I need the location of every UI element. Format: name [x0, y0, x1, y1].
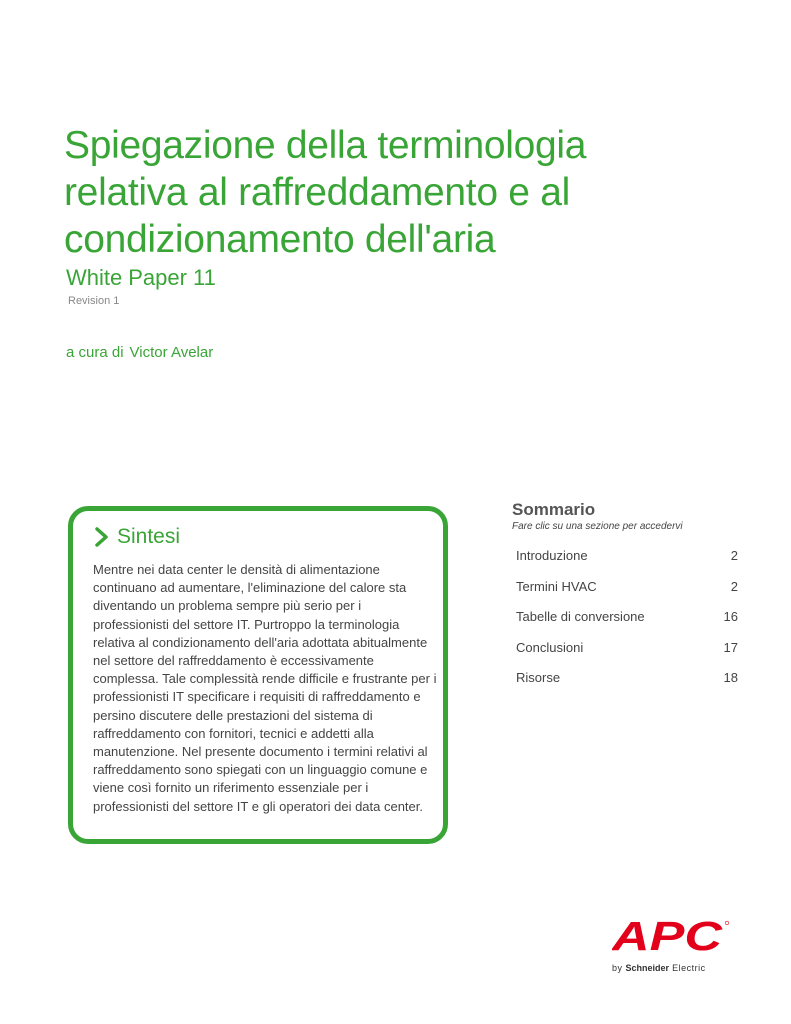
toc-list: [512, 548, 742, 701]
toc-title: Sommario: [512, 500, 596, 519]
summary-heading: [95, 525, 180, 549]
toc-item-page: 17: [723, 639, 738, 655]
paper-number: 11: [192, 265, 216, 290]
toc-item-termini-hvac[interactable]: [512, 579, 738, 610]
apc-logo: [612, 916, 730, 973]
executive-summary-box: [68, 506, 448, 844]
toc-item-label: Introduzione: [516, 548, 588, 563]
author-prefix: a cura di: [66, 344, 124, 361]
author-name: Victor Avelar: [129, 344, 214, 361]
toc-item-risorse[interactable]: [512, 670, 738, 701]
summary-heading-text: Sintesi: [117, 525, 181, 548]
table-of-contents: [512, 500, 742, 701]
toc-item-label: Termini HVAC: [516, 578, 597, 594]
schneider-byline: by Schneider Electric: [612, 963, 706, 973]
toc-item-page: 16: [723, 609, 738, 624]
toc-item-tabelle-di-conversione[interactable]: [512, 609, 738, 640]
toc-item-label: Risorse: [516, 670, 561, 685]
toc-item-page: 2: [730, 578, 738, 594]
revision-label: Revision 1: [68, 295, 120, 307]
toc-item-conclusioni[interactable]: [512, 640, 738, 671]
svg-text:APC: APC: [612, 916, 724, 952]
toc-item-page: 2: [730, 548, 738, 563]
white-paper-label: [66, 265, 222, 291]
document-title: Spiegazione della terminologia relativa al raffreddamento e al condizionamento dell'aria: [64, 124, 587, 262]
toc-item-label: Tabelle di conversione: [516, 609, 645, 624]
toc-item-page: 18: [723, 670, 738, 685]
summary-text: Mentre nei data center le densità di alimentazione continuano ad aumentare, l'eliminazione del calore sta diventando un problema sempre più serio per i professionisti del settore IT. Purtroppo la terminologia relativa al condizionamento dell'aria adottata abitualmente nel settore del raffreddamento è eccessivamente complessa. Tale complessità rende difficile e frustrante per i professionisti IT specificare i requisiti di raffreddamento e persino discutere delle prestazioni del sistema di raffreddamento con fornitori, tecnici e addetti alla manutenzione. Nel presente documento i termini relativi al raffreddamento sono spiegati con un linguaggio comune e viene così fornito un riferimento essenziale per i professionisti del settore IT e gli operatori dei data center.: [93, 562, 437, 814]
toc-item-label: Conclusioni: [516, 639, 584, 655]
toc-subtitle: Fare clic su una sezione per accedervi: [512, 521, 683, 532]
apc-logo-mark: [612, 916, 730, 952]
series-word: Paper: [128, 265, 187, 290]
chevron-right-icon: [95, 527, 109, 547]
toc-item-introduzione[interactable]: [512, 548, 738, 579]
series-label: White: [66, 265, 123, 290]
author-line: [66, 344, 219, 361]
